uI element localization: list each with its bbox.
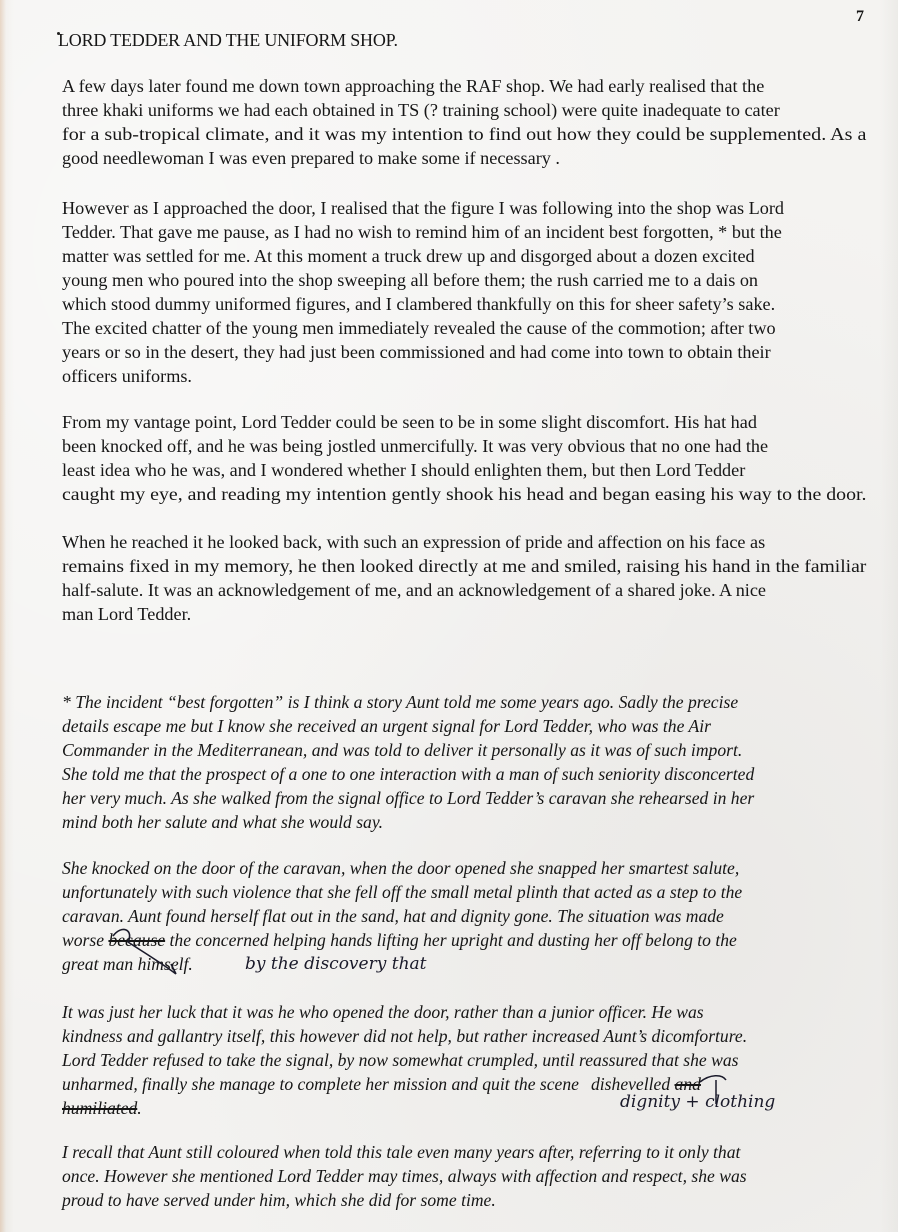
body-line: good needlewoman I was even prepared to make some if necessary . xyxy=(62,148,560,168)
body-line: remains fixed in my memory, he then looked directly at me and smiled, raising his hand in the familiar xyxy=(62,556,867,576)
page-number: 7 xyxy=(856,8,864,25)
footnote-line xyxy=(62,928,737,952)
paper-edge-shadow xyxy=(0,0,6,1232)
footnote-line: Lord Tedder refused to take the signal, by now somewhat crumpled, until reassured that she was xyxy=(62,1050,739,1070)
body-line: From my vantage point, Lord Tedder could be seen to be in some slight discomfort. His hat had xyxy=(62,412,757,432)
footnote-line: caravan. Aunt found herself flat out in the sand, hat and dignity gone. The situation was made xyxy=(62,906,724,926)
footnote-line: kindness and gallantry itself, this however did not help, but rather increased Aunt’s dicomforture. xyxy=(62,1026,748,1046)
body-line: officers uniforms. xyxy=(62,366,192,386)
footnote-line: She told me that the prospect of a one to one interaction with a man of such seniority disconcerted xyxy=(62,764,755,784)
text-segment: unharmed, finally she manage to complete her mission and quit the scene xyxy=(62,1074,579,1094)
handwritten-insert: dignity + clothing xyxy=(620,1092,776,1112)
footnote-line: great man himself. xyxy=(62,954,193,974)
footnote-line xyxy=(62,1072,701,1096)
body-line: matter was settled for me. At this moment a truck drew up and disgorged about a dozen excited xyxy=(62,246,755,266)
body-line: man Lord Tedder. xyxy=(62,604,192,624)
body-line: been knocked off, and he was being jostled unmercifully. It was very obvious that no one had the xyxy=(62,436,769,456)
handwritten-caret-arrow xyxy=(0,0,1,1)
struck-word: because xyxy=(108,930,166,950)
footnote-line: her very much. As she walked from the signal office to Lord Tedder’s caravan she rehearsed in her xyxy=(62,788,755,808)
body-line: caught my eye, and reading my intention gently shook his head and began easing his way to the door. xyxy=(62,484,867,504)
footnote-line: It was just her luck that it was he who opened the door, rather than a junior officer. He was xyxy=(62,1002,704,1022)
footnote-line: Commander in the Mediterranean, and was told to deliver it personally as it was of such import. xyxy=(62,740,743,760)
page-title: LORD TEDDER AND THE UNIFORM SHOP. xyxy=(58,30,398,50)
footnote-line: I recall that Aunt still coloured when told this tale even many years after, referring to it only that xyxy=(62,1142,741,1162)
footnote-line: * The incident “best forgotten” is I think a story Aunt told me some years ago. Sadly the precise xyxy=(62,692,739,712)
body-line: which stood dummy uniformed figures, and I clambered thankfully on this for sheer safety’s sake. xyxy=(62,294,776,314)
text-segment: worse xyxy=(62,930,109,950)
footnote-line: mind both her salute and what she would say. xyxy=(62,812,384,832)
footnote-line: She knocked on the door of the caravan, when the door opened she snapped her smartest salute, xyxy=(62,858,740,878)
body-line: However as I approached the door, I realised that the figure I was following into the shop was Lord xyxy=(62,198,785,218)
body-line: young men who poured into the shop sweeping all before them; the rush carried me to a dais on xyxy=(62,270,759,290)
body-line: three khaki uniforms we had each obtained in TS (? training school) were quite inadequate to cater xyxy=(62,100,780,120)
footnote-line: once. However she mentioned Lord Tedder may times, always with affection and respect, she was xyxy=(62,1166,747,1186)
body-line: least idea who he was, and I wondered whether I should enlighten them, but then Lord Tedder xyxy=(62,460,746,480)
body-line: Tedder. That gave me pause, as I had no wish to remind him of an incident best forgotten, * but the xyxy=(62,222,782,242)
body-line: A few days later found me down town approaching the RAF shop. We had early realised that the xyxy=(62,76,765,96)
body-line: When he reached it he looked back, with such an expression of pride and affection on his face as xyxy=(62,532,766,552)
body-line: half-salute. It was an acknowledgement of me, and an acknowledgement of a shared joke. A nice xyxy=(62,580,767,600)
footnote-line: unfortunately with such violence that she fell off the small metal plinth that acted as a step to the xyxy=(62,882,743,902)
body-line: years or so in the desert, they had just been commissioned and had come into town to obtain their xyxy=(62,342,771,362)
footnote-line xyxy=(62,1096,142,1120)
footnote-line: proud to have served under him, which she did for some time. xyxy=(62,1190,496,1210)
struck-word: and xyxy=(674,1074,701,1094)
body-line: for a sub-tropical climate, and it was my intention to find out how they could be supplemented. As a xyxy=(62,124,867,144)
text-segment: dishevelled xyxy=(590,1074,675,1094)
handwritten-insert: by the discovery that xyxy=(245,954,427,974)
struck-word: humiliated xyxy=(62,1098,138,1118)
text-segment: the concerned helping hands lifting her upright and dusting her off belong to the xyxy=(165,930,737,950)
body-line: The excited chatter of the young men immediately revealed the cause of the commotion; after two xyxy=(62,318,776,338)
footnote-line: details escape me but I know she received an urgent signal for Lord Tedder, who was the Air xyxy=(62,716,711,736)
text-segment: . xyxy=(137,1098,142,1118)
